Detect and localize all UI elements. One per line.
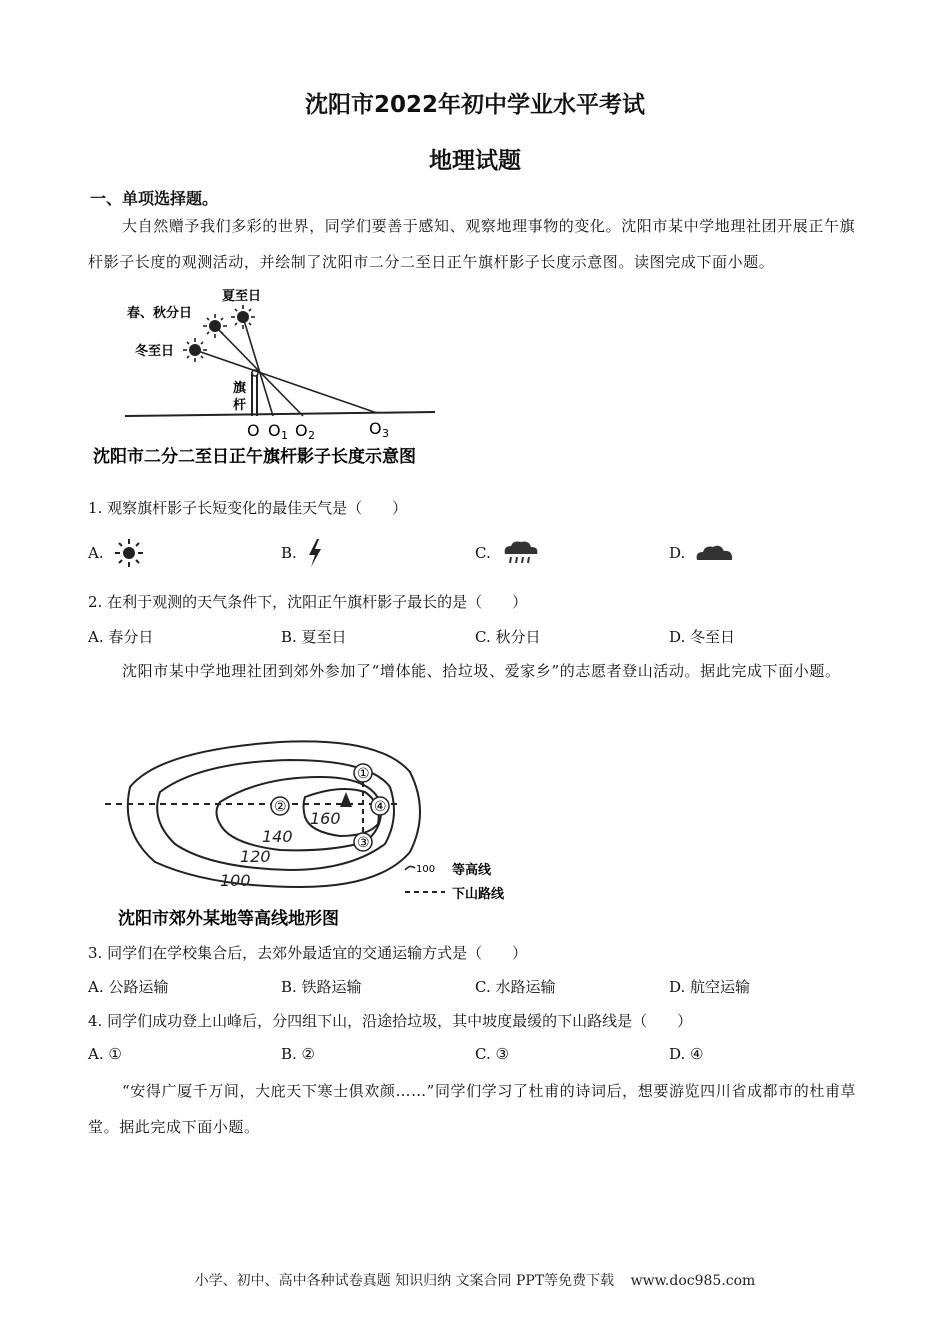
point-o1: O <box>268 421 281 440</box>
q1-option-a[interactable] <box>88 538 146 568</box>
footer-url[interactable]: www.doc985.com <box>630 1273 756 1289</box>
q1-option-d-letter: D. <box>669 544 686 562</box>
route-1-label: ① <box>357 766 370 782</box>
q1-option-b[interactable] <box>281 538 325 568</box>
contour-label-140: 140 <box>262 827 293 846</box>
flagpole-shadow-figure <box>85 282 505 472</box>
label-equinox: 春、秋分日 <box>127 306 193 321</box>
route-2-label: ② <box>274 799 287 815</box>
peak-icon <box>340 792 352 807</box>
point-o1-sub: 1 <box>281 429 288 442</box>
point-o2: O <box>295 421 308 440</box>
q4-option-d[interactable]: D. ④ <box>669 1045 704 1063</box>
flagpole-shadow-diagram <box>85 282 505 472</box>
sunny-icon <box>112 538 146 568</box>
contour-label-160: 160 <box>310 809 341 828</box>
intro-paragraph-3 <box>88 1073 868 1145</box>
figure1-caption: 沈阳市二分二至日正午旗杆影子长度示意图 <box>93 447 416 467</box>
intro-paragraph-1 <box>88 208 868 280</box>
question-3: 3. 同学们在学校集合后，去郊外最适宜的交通运输方式是（ ） <box>88 944 528 962</box>
intro-text-1: 大自然赠予我们多彩的世界，同学们要善于感知、观察地理事物的变化。沈阳市某中学地理社团开展正午旗杆影子长度的观测活动，并绘制了沈阳市二分二至日正午旗杆影子长度示意图。读图完成下面小题。 <box>88 217 856 271</box>
legend-route-label: 下山路线 <box>452 887 505 902</box>
contour-label-100: 100 <box>220 871 251 890</box>
footer-text: 小学、初中、高中各种试卷真题 知识归纳 文案合同 PPT等免费下载 <box>194 1273 615 1289</box>
label-summer-solstice: 夏至日 <box>222 289 262 304</box>
q4-option-a[interactable]: A. ① <box>88 1045 122 1063</box>
question-2: 2. 在利于观测的天气条件下，沈阳正午旗杆影子最长的是（ ） <box>88 593 528 611</box>
contour-map-figure <box>100 732 540 932</box>
intro-text-3: “安得广厦千万间，大庇天下寒士俱欢颜……”同学们学习了杜甫的诗词后，想要游览四川省成都市的杜甫草堂。据此完成下面小题。 <box>88 1082 857 1136</box>
overcast-cloud-icon <box>693 538 735 568</box>
q2-option-c[interactable]: C. 秋分日 <box>475 628 541 646</box>
lightning-icon <box>305 538 325 568</box>
route-4-label: ④ <box>374 799 387 815</box>
point-o2-sub: 2 <box>308 429 315 442</box>
label-pole-2: 杆 <box>233 398 247 413</box>
winter-sun-icon <box>183 338 207 362</box>
page-subtitle: 地理试题 <box>429 148 521 174</box>
legend-contour-label: 等高线 <box>452 863 492 878</box>
q1-option-a-letter: A. <box>88 544 104 562</box>
q2-option-b[interactable]: B. 夏至日 <box>281 628 347 646</box>
section-heading: 一、单项选择题。 <box>90 189 219 208</box>
summer-sun-icon <box>231 305 255 329</box>
label-pole-1: 旗 <box>233 381 247 396</box>
point-o: O <box>247 421 260 440</box>
rain-cloud-icon <box>499 538 541 568</box>
q1-option-b-letter: B. <box>281 544 297 562</box>
intro-text-2: 沈阳市某中学地理社团到郊外参加了“增体能、拾垃圾、爱家乡”的志愿者登山活动。据此完成下面小题。 <box>122 662 841 680</box>
q1-option-d[interactable] <box>669 538 735 568</box>
q3-option-c[interactable]: C. 水路运输 <box>475 978 556 996</box>
page-footer <box>0 1270 950 1290</box>
question-1: 1. 观察旗杆影子长短变化的最佳天气是（ ） <box>88 499 408 517</box>
route-3-label: ③ <box>357 835 370 851</box>
q4-option-c[interactable]: C. ③ <box>475 1045 509 1063</box>
q2-option-d[interactable]: D. 冬至日 <box>669 628 736 646</box>
q2-option-a[interactable]: A. 春分日 <box>88 628 154 646</box>
point-o3-sub: 3 <box>382 427 389 440</box>
q3-option-a[interactable]: A. 公路运输 <box>88 978 169 996</box>
intro-paragraph-2 <box>88 653 868 689</box>
question-4: 4. 同学们成功登上山峰后，分四组下山，沿途拾垃圾，其中坡度最缓的下山路线是（ ） <box>88 1012 693 1030</box>
contour-map-diagram <box>100 732 540 932</box>
contour-label-120: 120 <box>240 847 271 866</box>
page-title: 沈阳市2022年初中学业水平考试 <box>304 92 645 118</box>
point-o3: O <box>369 419 382 438</box>
q1-option-c-letter: C. <box>475 544 491 562</box>
q1-option-c[interactable] <box>475 538 541 568</box>
figure2-caption: 沈阳市郊外某地等高线地形图 <box>118 909 339 929</box>
q4-option-b[interactable]: B. ② <box>281 1045 316 1063</box>
q3-option-b[interactable]: B. 铁路运输 <box>281 978 362 996</box>
label-winter-solstice: 冬至日 <box>135 344 175 359</box>
q3-option-d[interactable]: D. 航空运输 <box>669 978 751 996</box>
legend-contour-sample: 100 <box>416 864 436 875</box>
